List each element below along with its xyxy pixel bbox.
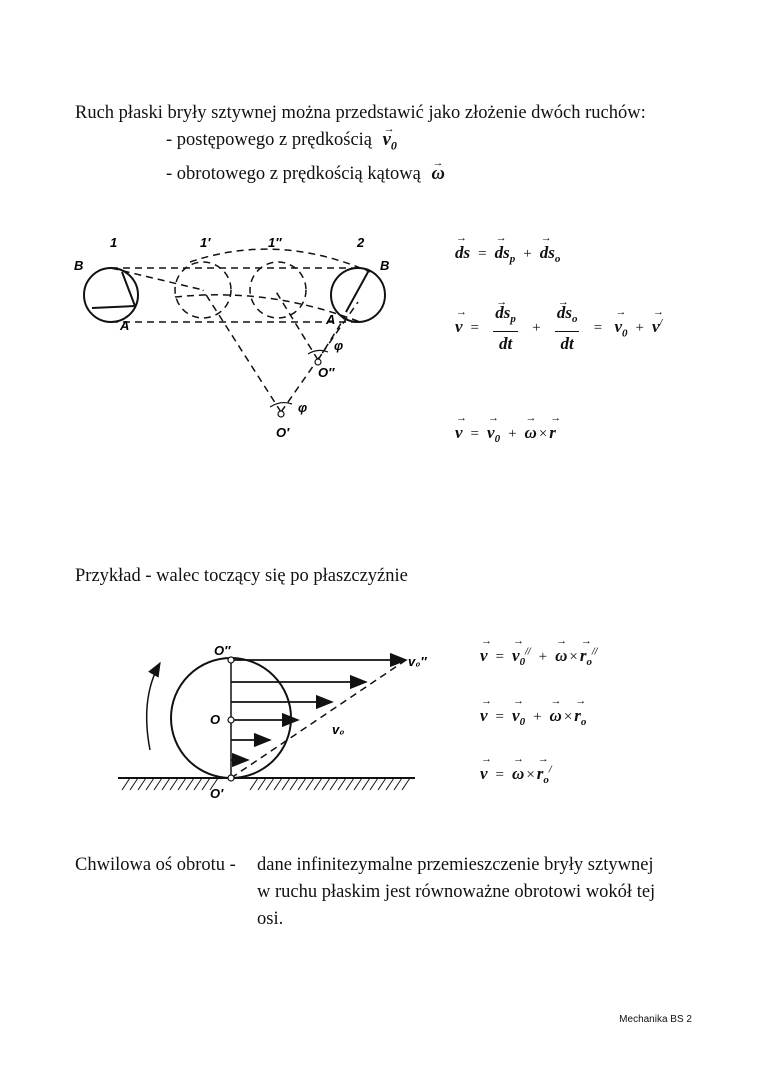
label-O-top: O″ <box>214 643 231 658</box>
intro-item-translation <box>166 128 397 158</box>
label-A-right: A <box>326 312 336 327</box>
label-1doubleprime: 1″ <box>268 235 282 250</box>
rotation-label: - obrotowego z prędkością kątową <box>166 164 421 184</box>
label-1: 1 <box>110 235 118 250</box>
label-phi-upper: φ <box>334 338 344 353</box>
label-2: 2 <box>357 235 365 250</box>
label-O-center: O <box>210 712 221 727</box>
equation-rolling-bottom: → $v =\to \omega \times\to r_o^/$ <box>480 764 552 786</box>
label-B-right: B <box>380 258 390 273</box>
omega-symbol: → ω <box>431 164 444 184</box>
plane-motion-diagram <box>70 232 410 462</box>
axis-term: Chwilowa oś obrotu - <box>75 855 236 875</box>
label-v0-center: v₀ <box>332 722 345 737</box>
intro-line: Ruch płaski bryły sztywnej można przedstawić jako złożenie dwóch ruchów: <box>75 103 646 123</box>
equation-velocity-sum: → $v =\to v_0 +\to \omega \times\to r$ <box>455 423 556 445</box>
equation-rolling-center: → $v =\to v_0 +\to \omega \times\to r_o$ <box>480 706 586 728</box>
example-title: Przykład - walec toczący się po płaszczyźnie <box>75 566 408 586</box>
label-phi-lower: φ <box>298 400 308 415</box>
equation-velocity-derivative: → v = → $\frac{ds_p}{dt}$ + → $\frac{ds_o}{dt}$ = → $v_0 +\to v^/$ <box>455 303 662 354</box>
equation-rolling-top: → $v =\to v_0^{//} +\to \omega \times\to r_o^{//}$ <box>480 646 598 668</box>
label-O-bottom: O′ <box>210 786 224 801</box>
label-1prime: 1′ <box>200 235 211 250</box>
v0-symbol: → $v_0$ <box>383 130 397 150</box>
axis-definition-line1: dane infinitezymalne przemieszczenie bryły sztywnej <box>257 855 654 875</box>
equation-displacement: → ds =→ $ds_p +\to ds_o$ <box>455 243 560 265</box>
axis-definition-line2: w ruchu płaskim jest równoważne obrotowi wokół tej <box>257 882 656 902</box>
label-v0-top: v₀″ <box>408 654 427 669</box>
axis-definition-line3: osi. <box>257 909 284 929</box>
label-A-left: A <box>120 318 130 333</box>
label-O-doubleprime: O″ <box>318 365 335 380</box>
label-B-left: B <box>74 258 84 273</box>
intro-item-rotation <box>166 162 445 186</box>
rolling-cylinder-diagram <box>110 638 430 808</box>
page-footer: Mechanika BS 2 <box>619 1014 692 1025</box>
label-O-prime: O′ <box>276 425 290 440</box>
translation-label: - postępowego z prędkością <box>166 130 373 150</box>
